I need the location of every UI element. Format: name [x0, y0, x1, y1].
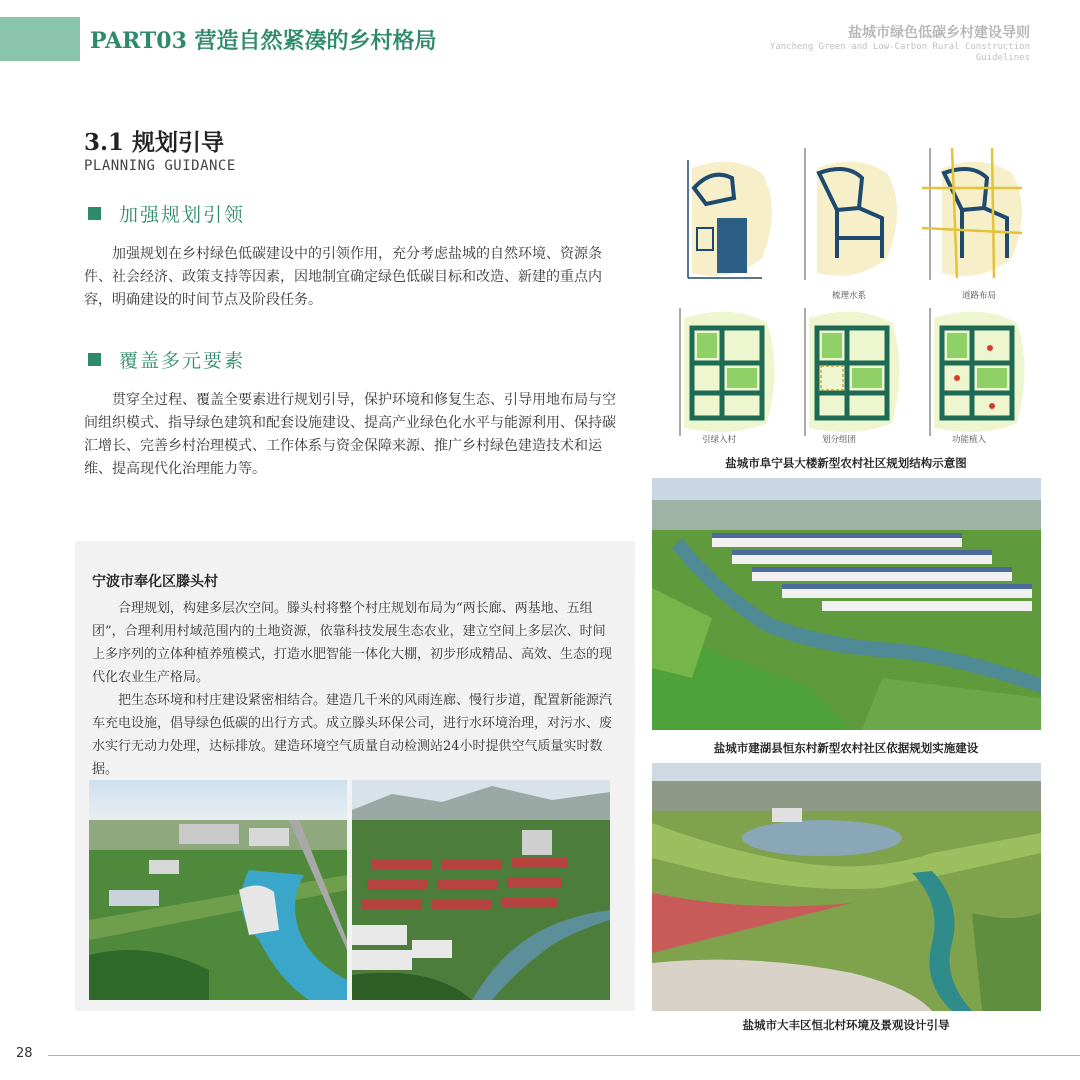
header-color-block — [0, 17, 80, 61]
case-photo-aerial-lake — [89, 780, 347, 1000]
part-title: PART03 营造自然紧凑的乡村格局 — [90, 28, 437, 54]
svg-text:道路布局: 道路布局 — [962, 291, 997, 301]
case-paragraph-1: 合理规划，构建多层次空间。滕头村将整个村庄规划布局为“两长廊、两基地、五组团”，合理利用村域范围内的土地资源，依靠科技发展生态农业，建立空间上多层次、时间上多序列的立体种植养殖模式，打造水肥智能一体化大棚，初步形成精品、高效、生态的现代化农业生产格局。 — [92, 601, 613, 685]
block-heading-2: 覆盖多元要素 — [88, 346, 245, 373]
case-photo-village-rows — [352, 780, 610, 1000]
diagram-panel-green — [680, 308, 775, 436]
case-paragraph-2: 把生态环境和村庄建设紧密相结合。建造几千米的风雨连廊、慢行步道，配置新能源汽车充电设施，倡导绿色低碳的出行方式。成立滕头环保公司，进行水环境治理，对污水、废水实行无动力处理，达标排放。建造环境空气质量自动检测站24小时提供空气质量实时数据。 — [92, 693, 613, 777]
block-text-2: 贯穿全过程、覆盖全要素进行规划引导，保护环境和修复生态、引导用地布局与空间组织模式、指导绿色建筑和配套设施建设、提高产业绿色化水平与能源利用、保持碳汇增长、完善乡村治理模式、工作体系与资金保障来源、推广乡村绿色建造技术和运维、提高现代化治理能力等。 — [84, 392, 616, 477]
photo-hengbei-village — [652, 763, 1041, 1011]
doc-title-zh: 盐城市绿色低碳乡村建设导则 — [848, 25, 1030, 41]
doc-title — [760, 22, 1030, 64]
block-heading-1: 加强规划引领 — [88, 200, 245, 227]
footer-rule — [48, 1055, 1080, 1056]
page-number: 28 — [16, 1046, 33, 1061]
block-text-1: 加强规划在乡村绿色低碳建设中的引领作用，充分考虑盐城的自然环境、资源条件、社会经济、政策支持等因素，因地制宜确定绿色低碳目标和改造、新建的重点内容，明确建设的时间节点及阶段任务。 — [84, 246, 602, 308]
square-bullet-icon — [88, 207, 101, 220]
square-bullet-icon — [88, 353, 101, 366]
doc-title-en: Yancheng Green and Low-Carbon Rural Construction Guidelines — [769, 42, 1030, 63]
diagram-panel-groups — [805, 308, 900, 436]
diagram-panel-functions — [930, 308, 1025, 436]
section-subtitle: PLANNING GUIDANCE — [84, 158, 236, 174]
diagram-caption: 盐城市阜宁县大楼新型农村社区规划结构示意图 — [725, 456, 967, 470]
diagram-panel-water — [805, 148, 897, 280]
svg-text:引绿入村: 引绿入村 — [702, 435, 737, 445]
svg-text:划分组团: 划分组团 — [822, 435, 857, 445]
diagram-panel-base — [688, 160, 772, 278]
planning-structure-diagram — [672, 148, 1034, 448]
photo-hengdong-village — [652, 478, 1041, 730]
svg-text:功能植入: 功能植入 — [952, 435, 987, 445]
photo-caption-1: 盐城市建湖县恒东村新型农村社区依据规划实施建设 — [713, 741, 979, 755]
diagram-panel-roads — [922, 148, 1022, 280]
photo-caption-2: 盐城市大丰区恒北村环境及景观设计引导 — [742, 1018, 950, 1032]
svg-text:梳理水系: 梳理水系 — [832, 291, 867, 301]
section-title: 3.1 规划引导 — [84, 129, 225, 156]
case-title: 宁波市奉化区滕头村 — [92, 574, 218, 590]
